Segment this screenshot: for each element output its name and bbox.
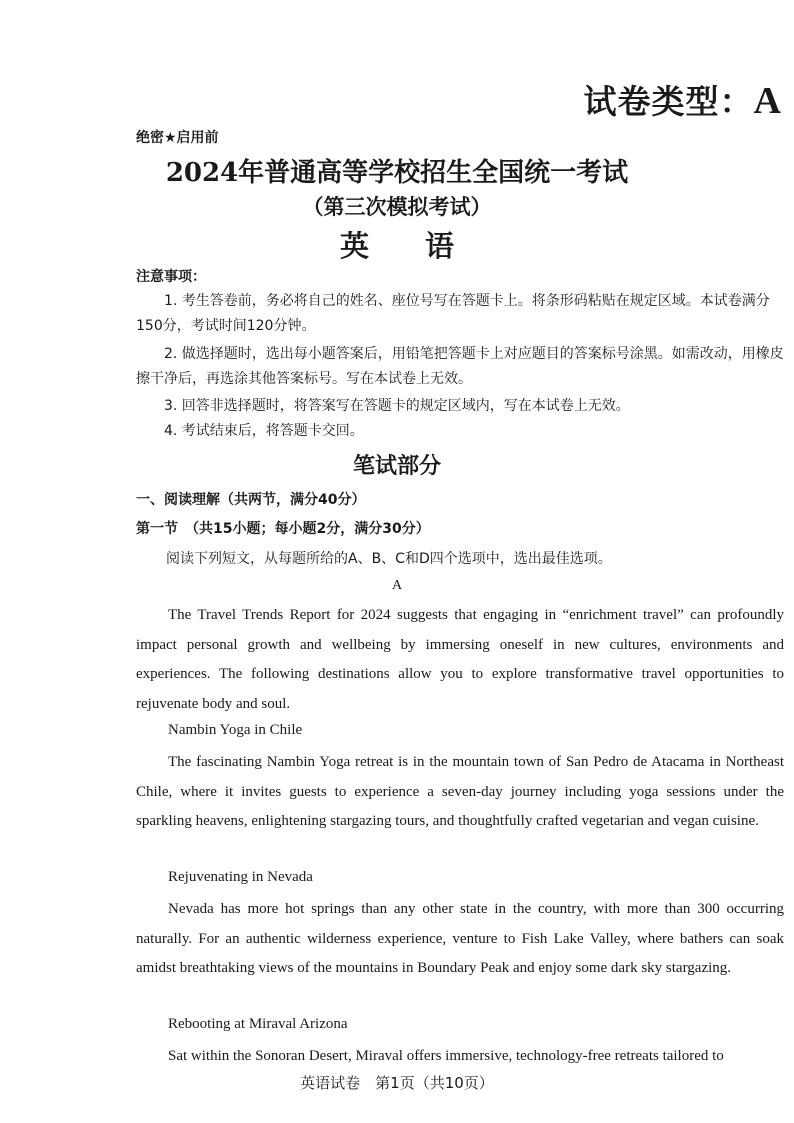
passage-letter: A — [391, 578, 403, 593]
notice-item: 2. 做选择题时，选出每小题答案后，用铅笔把答题卡上对应题目的答案标号涂黑。如需改动，用橡皮擦干净后，再选涂其他答案标号。写在本试卷上无效。 — [136, 346, 784, 387]
exam-title: 2024年普通高等学校招生全国统一考试 — [165, 158, 629, 188]
notice-heading: 注意事项： — [136, 269, 206, 285]
passage-intro: The Travel Trends Report for 2024 suggests that engaging in “enrichment travel” can profoundly impact personal growth and wellbeing by immersing oneself in new cultures, environments and experiences. The following destinations allow you to explore transformative travel opportunities to rejuvenate body and soul. — [136, 607, 784, 712]
notice-item: 4. 考试结束后，将答题卡交回。 — [164, 423, 364, 439]
passage-paragraph: Nevada has more hot springs than any other state in the country, with more than 300 occurring naturally. For an authentic wilderness experience, venture to Fish Lake Valley, where bathers can soak amidst breathtaking views of the mountains in Boundary Peak and enjoy some dark sky stargazing. — [136, 901, 784, 976]
passage-paragraph: The fascinating Nambin Yoga retreat is in the mountain town of San Pedro de Atacama in Northeast Chile, where it invites guests to experience a seven-day journey including yoga sessions under the sparkling heavens, enlightening stargazing tours, and thoughtfully crafted vegetarian and vegan cuisine. — [136, 754, 784, 829]
notice-item: 3. 回答非选择题时，将答案写在答题卡的规定区域内，写在本试卷上无效。 — [164, 398, 630, 414]
paper-type — [584, 76, 782, 123]
passage-heading: Nambin Yoga in Chile — [168, 722, 303, 738]
instruction: 阅读下列短文，从每题所给的A、B、C和D四个选项中，选出最佳选项。 — [166, 551, 612, 567]
passage-heading: Rejuvenating in Nevada — [168, 869, 313, 885]
section-title: 笔试部分 — [352, 454, 441, 479]
passage-paragraph: Sat within the Sonoran Desert, Miraval offers immersive, technology-free retreats tailored to — [168, 1048, 724, 1064]
paper-type-label: 试卷类型： — [583, 82, 754, 121]
confidential-mark: 绝密★启用前 — [136, 130, 219, 146]
exam-subtitle: （第三次模拟考试） — [302, 194, 492, 219]
part-one-heading: 一、阅读理解（共两节，满分40分） — [136, 492, 366, 508]
paper-type-letter: A — [753, 80, 782, 122]
section-one-heading: 第一节 （共15小题；每小题2分，满分30分） — [136, 521, 430, 537]
page-footer: 英语试卷 第1页（共10页） — [300, 1074, 494, 1092]
notice-item: 1. 考生答卷前，务必将自己的姓名、座位号写在答题卡上。将条形码粘贴在规定区域。本试卷满分150分，考试时间120分钟。 — [136, 293, 770, 334]
passage-heading: Rebooting at Miraval Arizona — [168, 1016, 348, 1032]
subject-title: 英语 — [339, 229, 510, 263]
